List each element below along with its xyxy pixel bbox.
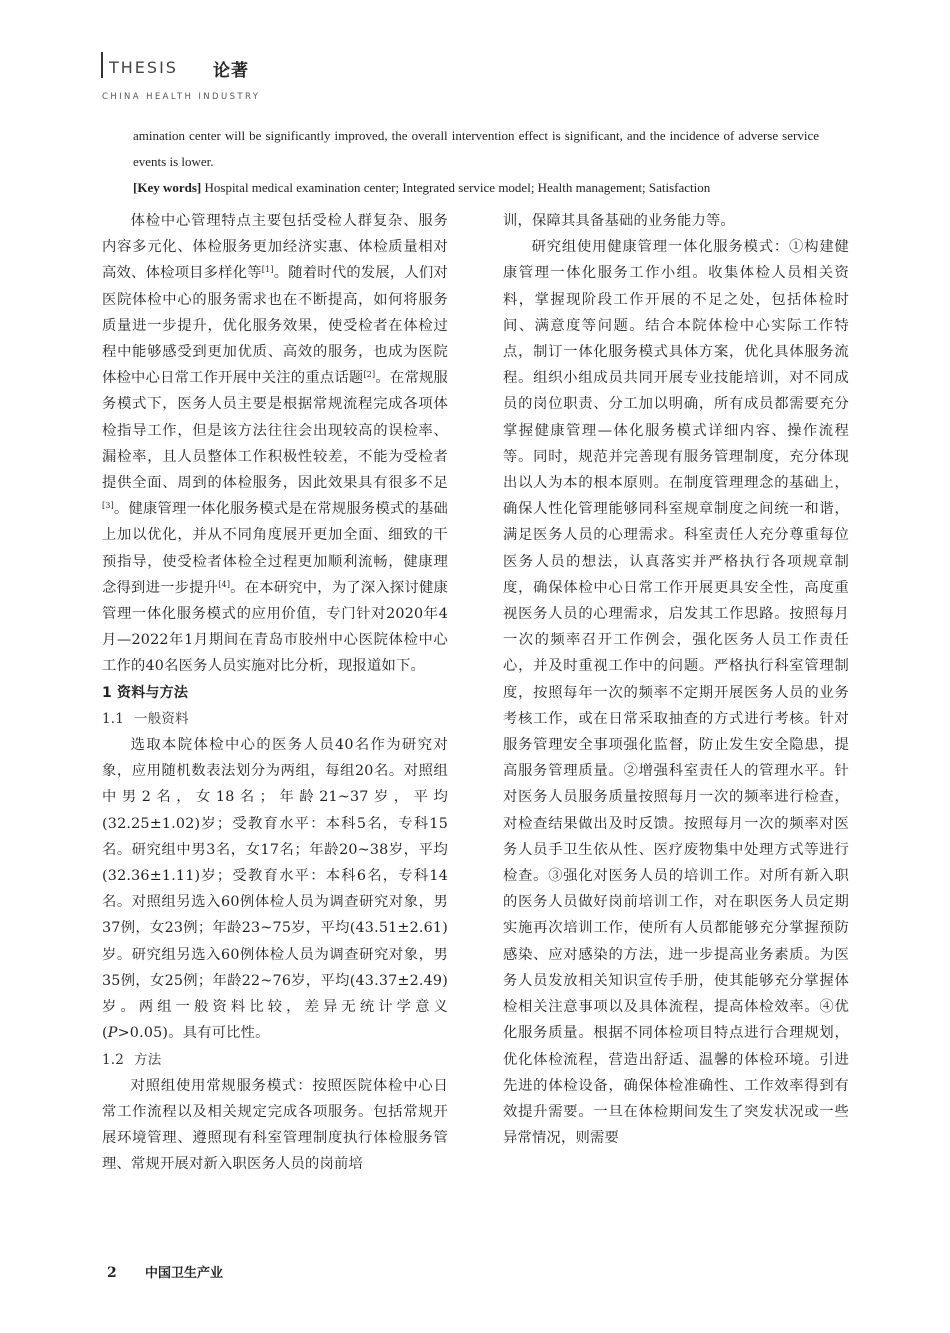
header-subtitle: CHINA HEALTH INDUSTRY xyxy=(102,92,261,102)
section-title-materials-methods: 1 资料与方法 xyxy=(102,684,189,701)
page-number: 2 xyxy=(107,1265,117,1281)
subsection-label-1-2: 方法 xyxy=(134,1051,162,1068)
general-info-text-a: 选取本院体检中心的医务人员40名作为研究对象，应用随机数表法划分为两组，每组20名。对照组中男2名，女18名；年龄21~37岁，平均(32.25±1.02)岁；受教育水平：本科5名，专科15名。研究组中男3名，女17名；年龄20~38岁，平均(32.36±1.11)岁；受教育水平：本科6名，专科14名。对照组另选入60例体检人员为调查研究对象，男37例，女23例；年龄23~75岁，平均(43.51±2.61)岁。研究组另选入60例体检人员为调查研究对象，男35例，女25例；年龄22~76岁，平均(43.37±2.49)岁。两组一般资料比较，差异无统计学意义( xyxy=(102,737,448,1042)
subsection-label-1-1: 一般资料 xyxy=(134,710,189,727)
keywords-line xyxy=(133,175,819,201)
general-info-paragraph xyxy=(102,732,448,1046)
abstract-continuation: amination center will be significantly improved, the overall intervention effect is significant, and the incidence of adverse service events is lower. xyxy=(133,128,819,169)
subsection-title-method xyxy=(102,1047,448,1073)
right-column xyxy=(503,208,849,1151)
subsection-title-general-info xyxy=(102,706,448,732)
intro-paragraph xyxy=(102,208,448,680)
header-brand: THESIS xyxy=(109,58,178,77)
continued-paragraph: 训，保障其具备基础的业务能力等。 xyxy=(503,213,735,229)
citation-1: [1] xyxy=(261,265,274,275)
subsection-number-1-1: 1.1 xyxy=(102,710,125,727)
intro-text-c: 。在常规服务模式下，医务人员主要是根据常规流程完成各项体检指导工作，但是该方法往往会出现较高的误检率、漏检率，且人员整体工作积极性较差，不能为受检者提供全面、周到的体检服务，因此效果具有很多不足 xyxy=(102,370,448,492)
citation-4: [4] xyxy=(218,579,231,589)
intro-text-b: 。随着时代的发展，人们对医院体检中心的服务需求也在不断提高，如何将服务质量进一步提升，优化服务效果，使受检者在体检过程中能够感受到更加优质、高效的服务，也成为医院体检中心日常工作开展中关注的重点话题 xyxy=(102,265,448,387)
page-footer xyxy=(107,1262,223,1281)
intro-text-d: 。健康管理一体化服务模式是在常规服务模式的基础上加以优化，并从不同角度展开更加全面、细致的干预指导，使受检者体检全过程更加顺利流畅，健康理念得到进一步提升 xyxy=(102,501,448,596)
study-method-paragraph: 研究组使用健康管理一体化服务模式：①构建健康管理一体化服务工作小组。收集体检人员相关资料，掌握现阶段工作开展的不足之处，包括体检时间、满意度等问题。结合本院体检中心实际工作特点，制订一体化服务模式具体方案，优化具体服务流程。组织小组成员共同开展专业技能培训，对不同成员的岗位职责、分工加以明确，所有成员都需要充分掌握健康管理—体化服务模式详细内容、操作流程等。同时，规范并完善现有服务管理制度，充分体现出以人为本的根本原则。在制度管理理念的基础上，确保人性化管理能够同科室规章制度之间统一和谐，满足医务人员的心理需求。科室责任人充分尊重每位医务人员的想法，认真落实并严格执行各项规章制度，确保体检中心日常工作开展更具安全性，高度重视医务人员的心理需求，启发其工作思路。按照每月一次的频率召开工作例会，强化医务人员工作责任心，并及时重视工作中的问题。严格执行科室管理制度，按照每年一次的频率不定期开展医务人员的业务考核工作，或在日常采取抽查的方式进行考核。针对服务管理安全事项强化监督，防止发生安全隐患，提高服务管理质量。②增强科室责任人的管理水平。针对医务人员服务质量按照每月一次的频率进行检查，对检查结果做出及时反馈。按照每月一次的频率对医务人员手卫生依从性、医疗废物集中处理方式等进行检查。③强化对医务人员的培训工作。对所有新入职的医务人员做好岗前培训工作，对在职医务人员定期实施再次培训工作，使所有人员都能够充分掌握预防感染、应对感染的方法，进一步提高业务素质。为医务人员发放相关知识宣传手册，使其能够充分掌握体检相关注意事项以及具体流程，提高体检效率。④优化服务质量。根据不同体检项目特点进行合理规划，优化体检流程，营造出舒适、温馨的体检环境。引进先进的体检设备，确保体检准确性、工作效率得到有效提升需要。一旦在体检期间发生了突发状况或一些异常情况，则需要 xyxy=(503,239,849,1147)
keywords-label: [Key words] xyxy=(133,180,202,195)
citation-2: [2] xyxy=(363,370,376,380)
general-info-text-b: >0.05)。具有可比性。 xyxy=(117,1025,270,1042)
journal-name: 中国卫生产业 xyxy=(145,1266,224,1281)
control-method-paragraph: 对照组使用常规服务模式：按照医院体检中心日常工作流程以及相关规定完成各项服务。包括常规开展环境管理、遵照现有科室管理制度执行体检服务管理、常规开展对新入职医务人员的岗前培 xyxy=(102,1077,448,1173)
citation-3: [3] xyxy=(102,501,114,511)
keywords-text: Hospital medical examination center; Integrated service model; Health management; Satisfaction xyxy=(201,180,711,195)
header-divider xyxy=(101,52,103,78)
subsection-number-1-2: 1.2 xyxy=(102,1051,125,1068)
header-section-label: 论著 xyxy=(213,61,249,81)
journal-header xyxy=(101,52,361,102)
left-column xyxy=(102,208,448,1178)
intro-text-e: 。在本研究中，为了深入探讨健康管理一体化服务模式的应用价值，专门针对2020年4月—2022年1月期间在青岛市胶州中心医院体检中心工作的40名医务人员实施对比分析，现报道如下。 xyxy=(102,579,448,675)
english-abstract xyxy=(133,123,819,201)
intro-text-a: 体检中心管理特点主要包括受检人群复杂、服务内容多元化、体检服务更加经济实惠、体检质量相对高效、体检项目多样化等 xyxy=(102,213,448,282)
p-value-symbol: P xyxy=(107,1025,118,1042)
